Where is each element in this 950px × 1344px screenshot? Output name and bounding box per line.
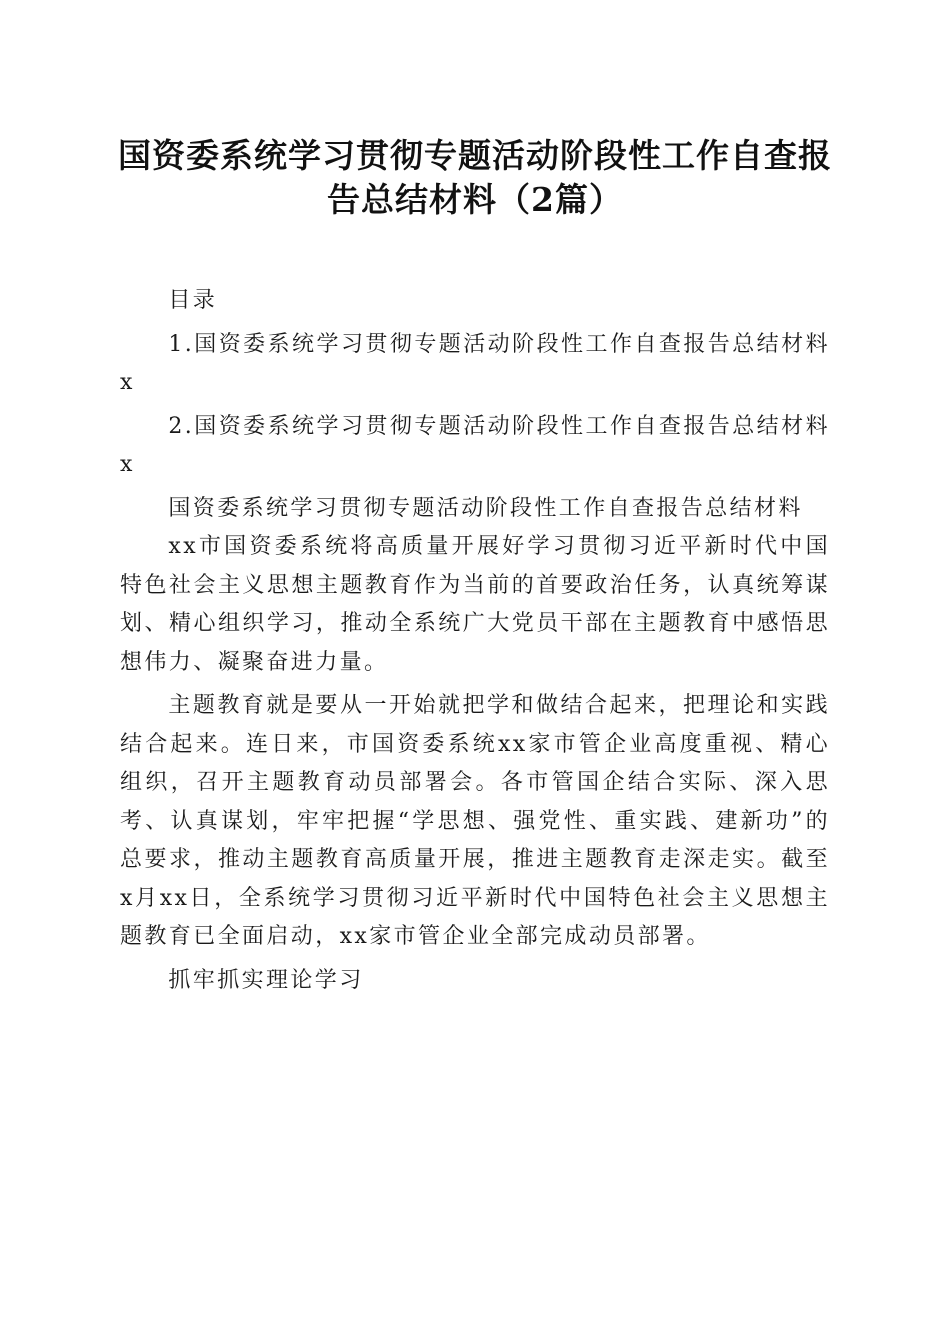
- toc-heading: 目录: [168, 288, 218, 313]
- body-paragraph-2: 主题教育就是要从一开始就把学和做结合起来，把理论和实践结合起来。连日来，市国资委系统xx家市管企业高度重视、精心组织，召开主题教育动员部署会。各市管国企结合实际、深入思考、认真谋划，牢牢把握“学思想、强党性、重实践、建新功”的总要求，推动主题教育高质量开展，推进主题教育走深走实。截至x月xx日，全系统学习贯彻习近平新时代中国特色社会主义思想主题教育已全面启动，xx家市管企业全部完成动员部署。: [120, 693, 830, 949]
- document-body: [120, 282, 830, 1000]
- body-paragraph-1: xx市国资委系统将高质量开展好学习贯彻习近平新时代中国特色社会主义思想主题教育作为当前的首要政治任务，认真统筹谋划、精心组织学习，推动全系统广大党员干部在主题教育中感悟思想伟力、凝聚奋进力量。: [120, 534, 830, 675]
- document-title: 国资委系统学习贯彻专题活动阶段性工作自查报告总结材料（2篇）: [118, 136, 832, 219]
- toc-item-1: 1.国资委系统学习贯彻专题活动阶段性工作自查报告总结材料 x: [120, 331, 830, 395]
- article-title: 国资委系统学习贯彻专题活动阶段性工作自查报告总结材料: [168, 495, 803, 521]
- section-heading: 抓牢抓实理论学习: [168, 967, 364, 993]
- toc-item-2: 2.国资委系统学习贯彻专题活动阶段性工作自查报告总结材料 x: [120, 413, 830, 477]
